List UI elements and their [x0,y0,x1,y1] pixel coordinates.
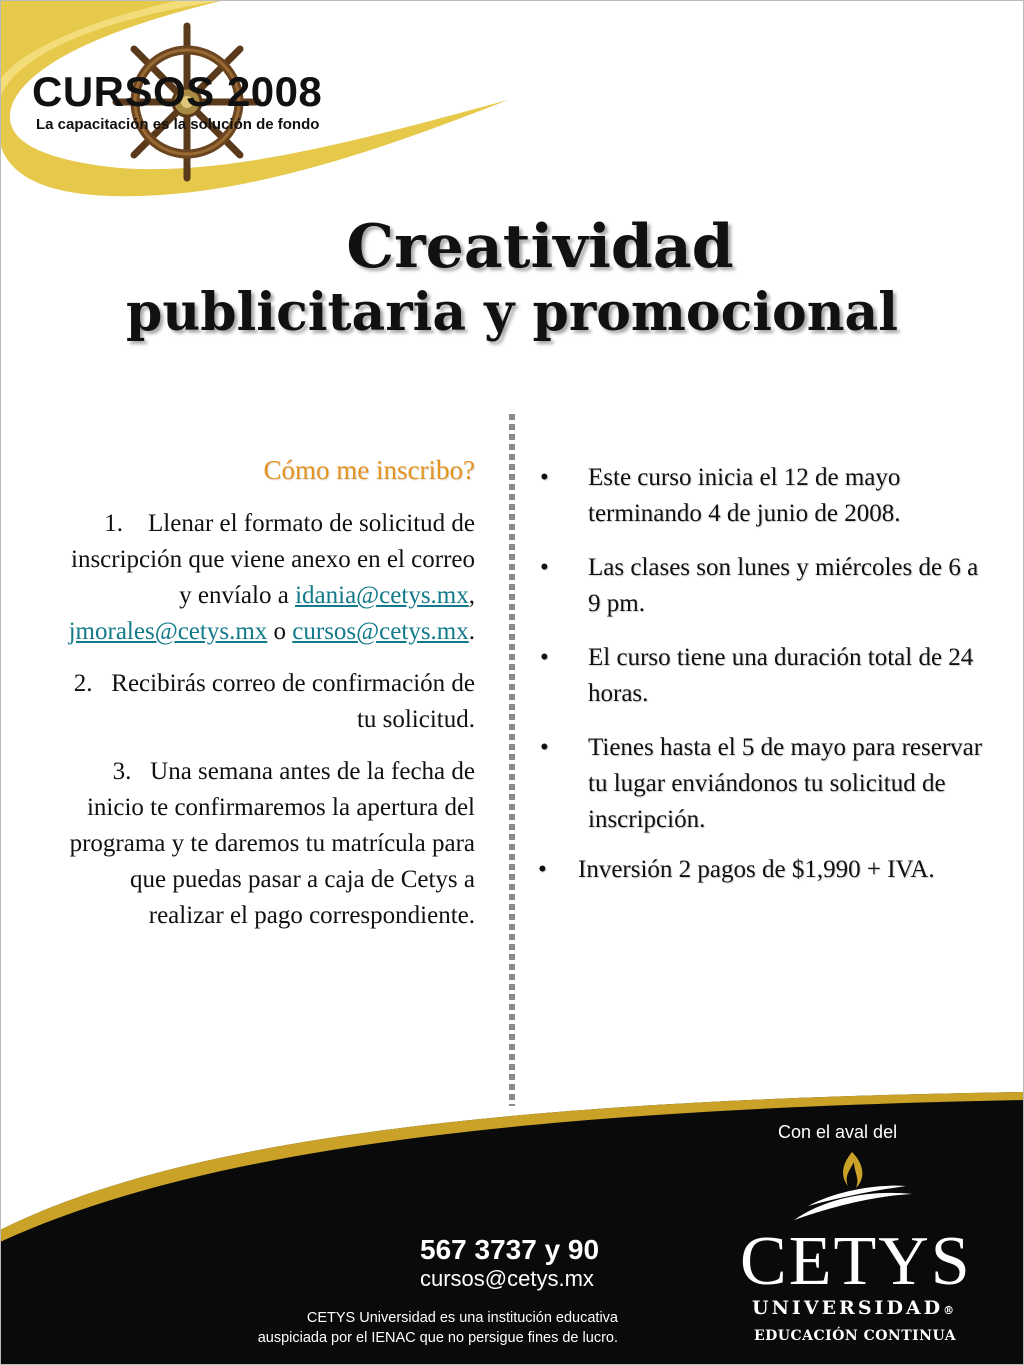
enrollment-section [60,452,475,950]
enrollment-step-2: 2. Recibirás correo de confirmación de tu solicitud. [73,670,475,733]
detail-item [538,550,988,622]
disclaimer-line-2: auspiciada por el IENAC que no persigue fines de lucro. [257,1330,618,1346]
step-1-text: 1. Llenar el formato de solicitud de inscripción que viene anexo en el correo y envíalo a [71,510,475,609]
step-1-sep-3: . [468,618,475,645]
step-1-sep-2: o [267,618,287,645]
detail-text: Las clases son lunes y miércoles de 6 a 9 pm. [588,554,979,617]
cetys-department: EDUCACIÓN CONTINUA [754,1328,957,1344]
contact-phone: 567 3737 y 90 [420,1234,600,1265]
flame-torch-icon [794,1150,914,1222]
cetys-logo-subtitle [752,1297,954,1319]
contact-email[interactable]: cursos@cetys.mx [420,1266,594,1291]
footer-disclaimer [230,1308,618,1348]
brand-title: CURSOS 2008 [32,68,323,115]
detail-item [538,640,988,712]
detail-item [538,460,988,532]
bullet-icon: • [540,464,549,491]
endorsement-label: Con el aval del [778,1122,898,1142]
step-1-sep-1: , [468,582,475,609]
detail-item-investment: • Inversión 2 pagos de $1,990 + IVA. [538,856,935,883]
bullet-icon: • [540,644,549,671]
enrollment-step-1 [60,506,475,650]
detail-text: Este curso inicia el 12 de mayo terminando 4 de junio de 2008. [588,464,901,527]
brand-tagline: La capacitación es la solución de fondo [36,116,320,133]
page-title-line-1: Creatividad [346,212,734,282]
course-details [538,460,988,888]
bullet-icon: • [540,554,549,581]
column-divider [509,414,515,1106]
email-link-idania[interactable]: idania@cetys.mx [295,582,469,609]
detail-text: El curso tiene una duración total de 24 horas. [588,644,974,707]
registered-mark: ® [943,1304,955,1317]
disclaimer-line-1: CETYS Universidad es una institución educativa [306,1310,618,1326]
email-link-cursos[interactable]: cursos@cetys.mx [292,618,469,645]
detail-text: Tienes hasta el 5 de mayo para reservar tu lugar enviándonos tu solicitud de inscripción. [588,734,983,833]
cetys-universidad-text: UNIVERSIDAD [752,1297,944,1319]
email-link-jmorales[interactable]: jmorales@cetys.mx [68,618,268,645]
page-title-line-2: publicitaria y promocional [126,282,898,343]
enrollment-step-3: 3. Una semana antes de la fecha de inicio te confirmaremos la apertura del programa y te daremos tu matrícula para que puedas pasar a caja de Cetys a realizar el pago correspondiente. [69,758,475,929]
enrollment-heading: Cómo me inscribo? [263,455,475,485]
detail-item [538,730,988,838]
cetys-logo-text: CETYS [740,1223,972,1300]
bullet-icon: • [540,734,549,761]
